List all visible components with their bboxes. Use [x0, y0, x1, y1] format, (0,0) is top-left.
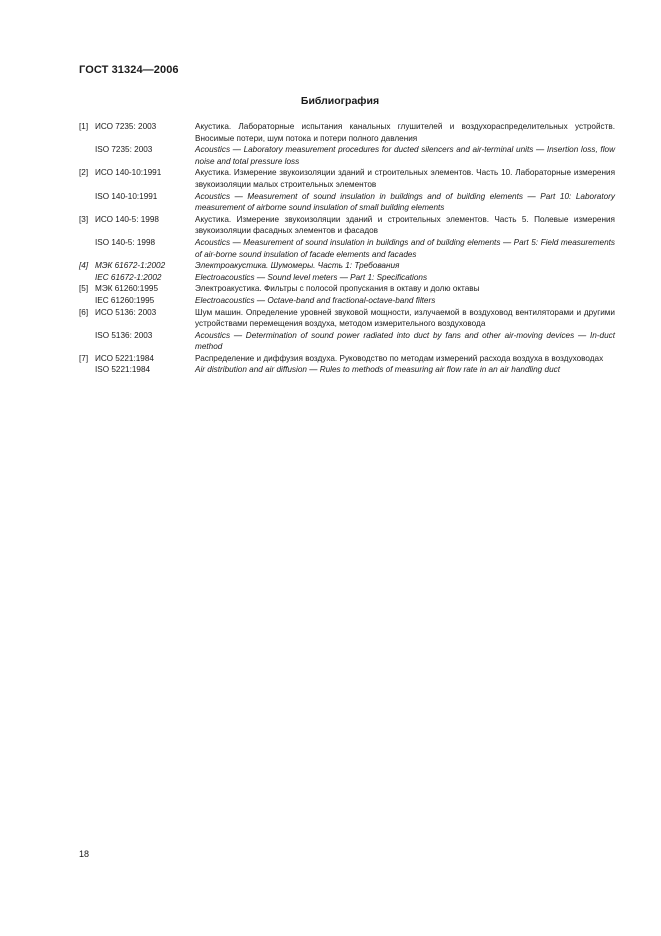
bib-entry-code: МЭК 61672-1:2002: [95, 261, 166, 271]
bib-entry-number: [7]: [79, 353, 89, 363]
bib-entry-code: ИСО 140-10:1991: [95, 168, 162, 178]
bib-entry-text: Акустика. Измерение звукоизоляции зданий и строительных элементов. Часть 5. Полевые измерения звукоизоляции фасадных элементов и фасадов: [195, 214, 615, 236]
bib-entry-code: ИСО 7235: 2003: [95, 122, 157, 131]
bib-entry-text: Electroacoustics — Octave-band and fractional-octave-band filters: [195, 295, 436, 305]
bib-entry-text: Air distribution and air diffusion — Rules to methods of measuring air flow rate in an air handling duct: [195, 365, 560, 375]
bib-entry: [79, 144, 615, 167]
bib-entry: [79, 167, 615, 190]
bib-entry-code: ИСО 140-5: 1998: [95, 214, 159, 224]
bib-entry-number: [1]: [79, 122, 89, 131]
bib-entry-code: ИСО 5136: 2003: [95, 307, 157, 317]
bib-entry-code: ISO 5136: 2003: [95, 330, 153, 340]
bib-entry: [79, 121, 615, 144]
bib-entry-code: МЭК 61260:1995: [95, 284, 159, 294]
bib-entry-text: Электроакустика. Шумомеры. Часть 1: Требования: [195, 261, 400, 271]
bib-entry-text: Акустика. Лабораторные испытания канальных глушителей и воздухораспределительных устройств. Вносимые потери, шум потока и потери полного давления: [195, 122, 615, 143]
bib-entry-text: Acoustics — Laboratory measurement procedures for ducted silencers and air-terminal units — Insertion loss, flow noise and total pressure loss: [195, 145, 615, 166]
bib-entry: [79, 307, 615, 330]
bibliography-list: [79, 121, 615, 376]
bib-entry-text: Шум машин. Определение уровней звуковой мощности, излучаемой в воздуховод вентиляторами и другими устройствами перемещения воздуха, методом измерительного воздуховода: [195, 307, 615, 329]
page-number: 18: [79, 849, 90, 859]
bib-entry: [79, 364, 615, 376]
bib-entry: [79, 191, 615, 214]
bib-entry-code: IEC 61260:1995: [95, 295, 155, 305]
bib-entry-text: Acoustics — Determination of sound power radiated into duct by fans and other air-moving devices — In-duct method: [195, 330, 615, 352]
bib-entry-code: IEC 61672-1:2002: [95, 272, 162, 282]
bib-entry-text: Электроакустика. Фильтры с полосой пропускания в октаву и долю октавы: [195, 284, 480, 294]
bib-entry: [79, 272, 615, 284]
bib-entry-code: ISO 7235: 2003: [95, 145, 153, 155]
bib-entry: [79, 237, 615, 260]
bib-entry-text: Acoustics — Measurement of sound insulation in buildings and of building elements — Part 10: Laboratory measurement of airborne sound insulation of small building elements: [195, 191, 615, 213]
bib-entry-number: [3]: [79, 214, 89, 224]
bib-entry-number: [6]: [79, 307, 89, 317]
bib-entry: [79, 353, 615, 365]
bib-entry: [79, 330, 615, 353]
bib-entry-text: Acoustics — Measurement of sound insulation in buildings and of building elements — Part 5: Field measurements of air-borne sound insulation of facade elements and facades: [195, 237, 615, 259]
bib-entry-number: [2]: [79, 168, 89, 178]
bib-entry-text: Акустика. Измерение звукоизоляции зданий и строительных элементов. Часть 10. Лабораторные измерения звукоизоляции малых строительных элементов: [195, 168, 615, 189]
bib-entry-text: Electroacoustics — Sound level meters — Part 1: Specifications: [195, 272, 428, 282]
section-title: Библиография: [300, 95, 380, 107]
bib-entry-code: ISO 140-10:1991: [95, 191, 158, 201]
bib-entry-code: ИСО 5221:1984: [95, 353, 154, 363]
bib-entry-number: [4]: [79, 261, 89, 271]
bib-entry: [79, 283, 615, 295]
bib-entry-number: [5]: [79, 284, 89, 294]
bib-entry-text: Распределение и диффузия воздуха. Руководство по методам измерений расхода воздуха в воздуховодах: [195, 353, 604, 363]
bib-entry: [79, 214, 615, 237]
bib-entry-code: ISO 5221:1984: [95, 365, 151, 375]
bib-entry: [79, 260, 615, 272]
document-header: ГОСТ 31324—2006: [79, 64, 179, 76]
bib-entry: [79, 295, 615, 307]
bib-entry-code: ISO 140-5: 1998: [95, 237, 156, 247]
